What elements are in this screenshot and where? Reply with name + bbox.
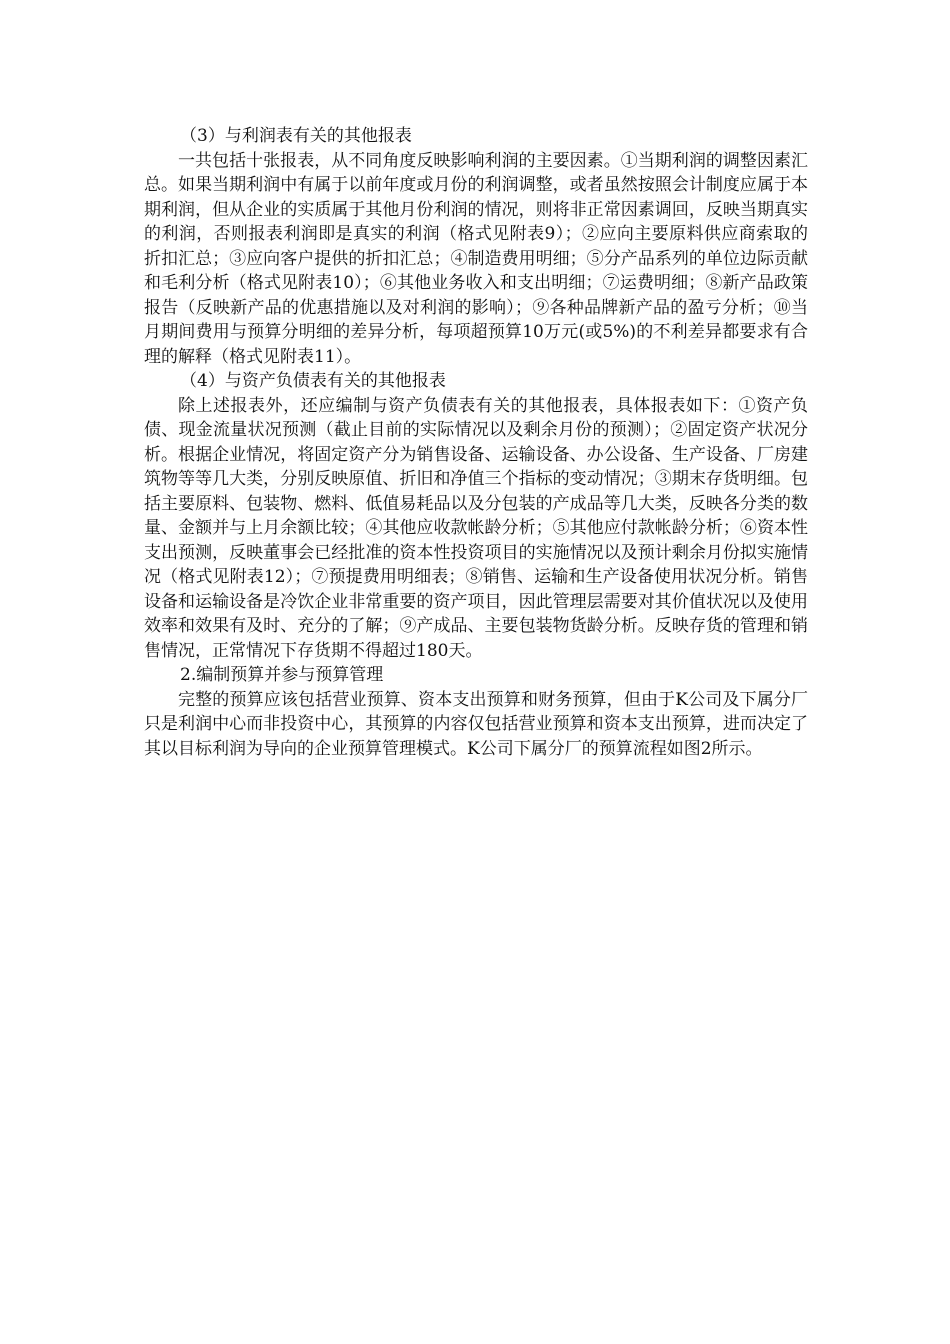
paragraph-income-statement-reports: 一共包括十张报表，从不同角度反映影响利润的主要因素。①当期利润的调整因素汇总。如果当期利润中有属于以前年度或月份的利润调整，或者虽然按照会计制度应属于本期利润，但从企业的实质属于其他月份利润的情况，则将非正常因素调回，反映当期真实的利润，否则报表利润即是真实的利润（格式见附表9）；②应向主要原料供应商索取的折扣汇总；③应向客户提供的折扣汇总；④制造费用明细；⑤分产品系列的单位边际贡献和毛利分析（格式见附表10）；⑥其他业务收入和支出明细；⑦运费明细；⑧新产品政策报告（反映新产品的优惠措施以及对利润的影响）；⑨各种品牌新产品的盈亏分析；⑩当月期间费用与预算分明细的差异分析，每项超预算10万元(或5%)的不利差异都要求有合理的解释（格式见附表11）。 — [144, 150, 808, 367]
document-body — [144, 124, 808, 761]
section-heading-income-statement-reports: （3）与利润表有关的其他报表 — [180, 126, 412, 146]
section-heading-budget-management: 2.编制预算并参与预算管理 — [180, 665, 384, 685]
paragraph-balance-sheet-reports: 除上述报表外，还应编制与资产负债表有关的其他报表，具体报表如下：①资产负债、现金流量状况预测（截止目前的实际情况以及剩余月份的预测）；②固定资产状况分析。根据企业情况，将固定资产分为销售设备、运输设备、办公设备、生产设备、厂房建筑物等等几大类，分别反映原值、折旧和净值三个指标的变动情况；③期末存货明细。包括主要原料、包装物、燃料、低值易耗品以及分包装的产成品等几大类，反映各分类的数量、金额并与上月余额比较；④其他应收款帐龄分析；⑤其他应付款帐龄分析；⑥资本性支出预测，反映董事会已经批准的资本性投资项目的实施情况以及预计剩余月份拟实施情况（格式见附表12）；⑦预提费用明细表；⑧销售、运输和生产设备使用状况分析。销售设备和运输设备是冷饮企业非常重要的资产项目，因此管理层需要对其价值状况以及使用效率和效果有及时、充分的了解；⑨产成品、主要包装物货龄分析。反映存货的管理和销售情况，正常情况下存货期不得超过180天。 — [144, 395, 808, 661]
paragraph-budget-management: 完整的预算应该包括营业预算、资本支出预算和财务预算，但由于K公司及下属分厂只是利润中心而非投资中心，其预算的内容仅包括营业预算和资本支出预算，进而决定了其以目标利润为导向的企业预算管理模式。K公司下属分厂的预算流程如图2所示。 — [144, 689, 808, 759]
section-heading-balance-sheet-reports: （4）与资产负债表有关的其他报表 — [180, 371, 446, 391]
